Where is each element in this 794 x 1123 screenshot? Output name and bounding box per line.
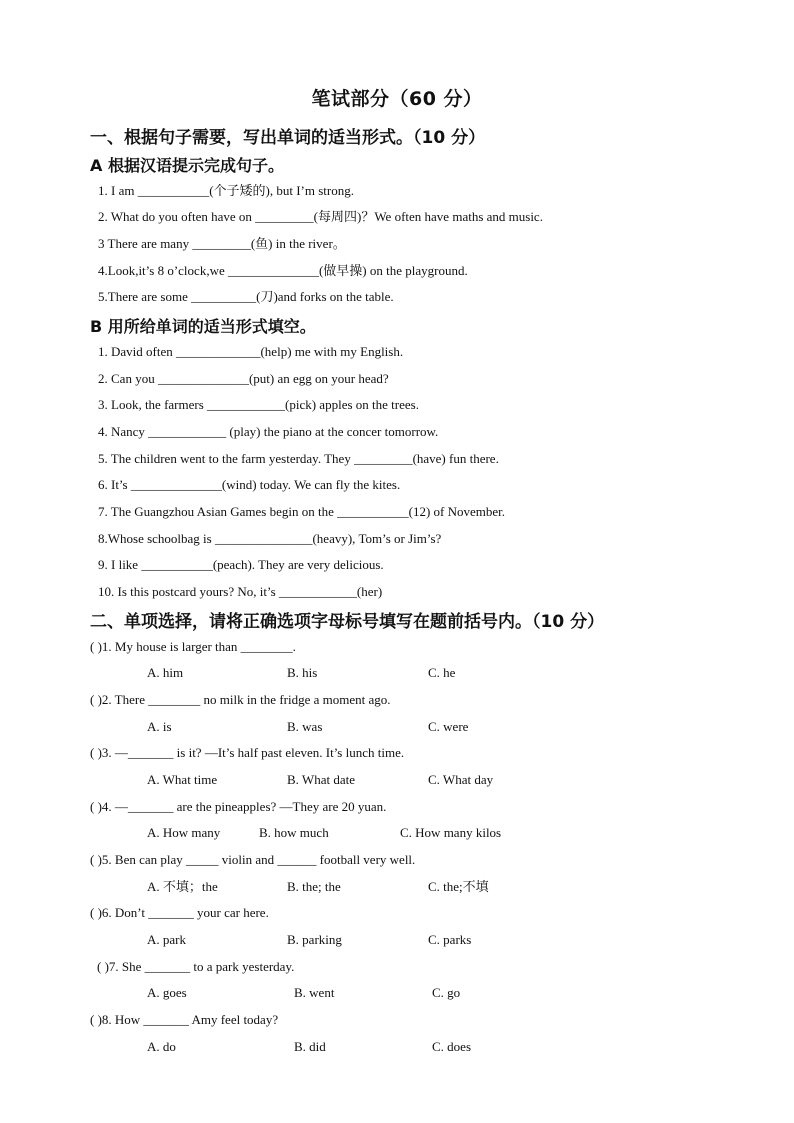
mc-option: A. goes	[147, 985, 187, 1000]
mc-question: ( )3. —_______ is it? —It’s half past eleven. It’s lunch time.	[90, 745, 405, 760]
partB-item: 9. I like ___________(peach). They are very delicious.	[98, 557, 384, 572]
mc-option: C. the;不填	[428, 879, 489, 894]
partB-item: 3. Look, the farmers ____________(pick) apples on the trees.	[98, 397, 419, 412]
mc-option: A. How many	[147, 825, 221, 840]
page-title: 笔试部分（60 分）	[311, 88, 483, 110]
partB-item: 1. David often _____________(help) me with my English.	[98, 344, 404, 359]
partA-heading: A 根据汉语提示完成句子。	[90, 156, 284, 175]
mc-option: A. What time	[147, 772, 218, 787]
mc-option: B. the; the	[287, 879, 341, 894]
mc-question: ( )7. She _______ to a park yesterday.	[97, 959, 295, 974]
mc-option: A. do	[147, 1039, 176, 1054]
partB-item: 8.Whose schoolbag is _______________(heavy), Tom’s or Jim’s?	[98, 531, 442, 546]
partB-item: 4. Nancy ____________ (play) the piano at the concer tomorrow.	[98, 424, 439, 439]
mc-question: ( )2. There ________ no milk in the fridge a moment ago.	[90, 692, 391, 707]
mc-option: B. was	[287, 719, 323, 734]
mc-question: ( )1. My house is larger than ________.	[90, 639, 296, 654]
mc-option: A. 不填；the	[147, 879, 218, 894]
mc-option: C. parks	[428, 932, 472, 947]
partB-item: 10. Is this postcard yours? No, it’s ____________(her)	[98, 584, 383, 599]
mc-question: ( )4. —_______ are the pineapples? —They are 20 yuan.	[90, 799, 387, 814]
partA-item: 4.Look,it’s 8 o’clock,we ______________(做早操) on the playground.	[98, 263, 468, 278]
mc-option: C. What day	[428, 772, 494, 787]
partA-item: 2. What do you often have on _________(每周四)？We often have maths and music.	[98, 209, 543, 224]
mc-question: ( )6. Don’t _______ your car here.	[90, 905, 269, 920]
partB-item: 5. The children went to the farm yesterday. They _________(have) fun there.	[98, 451, 499, 466]
mc-question: ( )8. How _______ Amy feel today?	[90, 1012, 279, 1027]
section2-heading: 二、单项选择，请将正确选项字母标号填写在题前括号内。（10 分）	[90, 612, 605, 632]
partB-item: 6. It’s ______________(wind) today. We can fly the kites.	[98, 477, 401, 492]
mc-option: B. did	[294, 1039, 326, 1054]
partA-item: 1. I am ___________(个子矮的), but I’m strong.	[98, 183, 355, 198]
mc-option: A. him	[147, 665, 184, 680]
mc-option: C. does	[432, 1039, 471, 1054]
partB-item: 7. The Guangzhou Asian Games begin on the ___________(12) of November.	[98, 504, 506, 519]
mc-option: B. his	[287, 665, 318, 680]
mc-option: C. he	[428, 665, 456, 680]
mc-option: B. parking	[287, 932, 342, 947]
mc-option: C. go	[432, 985, 461, 1000]
mc-question: ( )5. Ben can play _____ violin and ______ football very well.	[90, 852, 416, 867]
section1-heading: 一、根据句子需要，写出单词的适当形式。（10 分）	[90, 128, 486, 148]
partA-item: 5.There are some __________(刀)and forks on the table.	[98, 289, 394, 304]
mc-option: C. How many kilos	[400, 825, 502, 840]
mc-option: A. is	[147, 719, 172, 734]
partB-heading: B 用所给单词的适当形式填空。	[90, 317, 316, 336]
mc-option: B. What date	[287, 772, 355, 787]
mc-option: A. park	[147, 932, 186, 947]
mc-option: B. how much	[259, 825, 329, 840]
mc-option: C. were	[428, 719, 469, 734]
partB-item: 2. Can you ______________(put) an egg on your head?	[98, 371, 389, 386]
partA-item: 3 There are many _________(鱼) in the river。	[98, 236, 346, 251]
mc-option: B. went	[294, 985, 335, 1000]
